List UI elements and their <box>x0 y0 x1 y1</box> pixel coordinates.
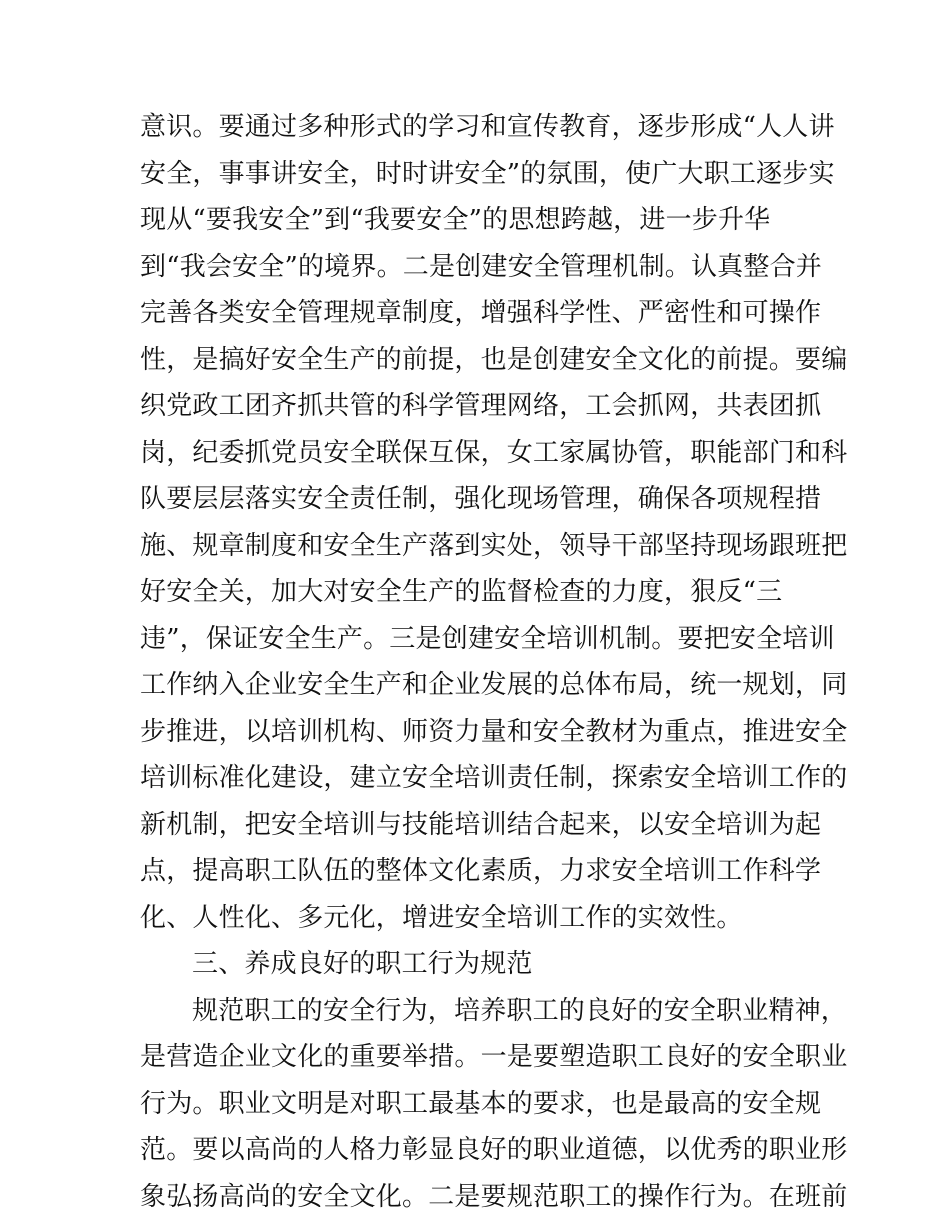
section-heading: 三、养成良好的职工行为规范 <box>192 949 533 979</box>
paragraph-first-line: 规范职工的安全行为，培养职工的良好的安全职业精神， <box>192 995 848 1026</box>
text-line: 点，提高职工队伍的整体文化素质，力求安全培训工作科学 <box>140 856 822 886</box>
text-line: 织党政工团齐抓共管的科学管理网络，工会抓网，共表团抓 <box>140 391 822 421</box>
text-line: 工作纳入企业安全生产和企业发展的总体布局，统一规划，同 <box>140 670 848 700</box>
text-line: 队要层层落实安全责任制，强化现场管理，确保各项规程措 <box>140 484 822 514</box>
text-line: 到“我会安全”的境界。二是创建安全管理机制。认真整合并 <box>140 251 822 282</box>
text-line: 违”，保证安全生产。三是创建安全培训机制。要把安全培训 <box>140 623 835 654</box>
text-line: 施、规章制度和安全生产落到实处，领导干部坚持现场跟班把 <box>140 530 848 561</box>
text-line: 新机制，把安全培训与技能培训结合起来，以安全培训为起 <box>140 809 822 840</box>
text-line: 行为。职业文明是对职工最基本的要求，也是最高的安全规 <box>140 1088 822 1119</box>
text-line: 意识。要通过多种形式的学习和宣传教育，逐步形成“人人讲 <box>140 112 835 142</box>
text-line: 是营造企业文化的重要举措。一是要塑造职工良好的安全职业 <box>140 1042 848 1072</box>
text-line: 步推进，以培训机构、师资力量和安全教材为重点，推进安全 <box>140 716 848 747</box>
text-line: 安全，事事讲安全，时时讲安全”的氛围，使广大职工逐步实 <box>140 158 835 189</box>
text-line: 培训标准化建设，建立安全培训责任制，探索安全培训工作的 <box>140 763 848 793</box>
text-line: 完善各类安全管理规章制度，增强科学性、严密性和可操作 <box>140 298 822 328</box>
text-line: 好安全关，加大对安全生产的监督检查的力度，狠反“三 <box>140 577 783 607</box>
text-line: 象弘扬高尚的安全文化。二是要规范职工的操作行为。在班前 <box>140 1181 848 1212</box>
text-line: 范。要以高尚的人格力彰显良好的职业道德，以优秀的职业形 <box>140 1135 848 1165</box>
text-line: 性，是搞好安全生产的前提，也是创建安全文化的前提。要编 <box>140 344 848 375</box>
text-line: 化、人性化、多元化，增进安全培训工作的实效性。 <box>140 902 743 933</box>
body-text <box>140 104 848 1220</box>
text-line: 岗，纪委抓党员安全联保互保，女工家属协管，职能部门和科 <box>140 437 848 468</box>
text-line: 现从“要我安全”到“我要安全”的思想跨越，进一步升华 <box>140 205 771 235</box>
